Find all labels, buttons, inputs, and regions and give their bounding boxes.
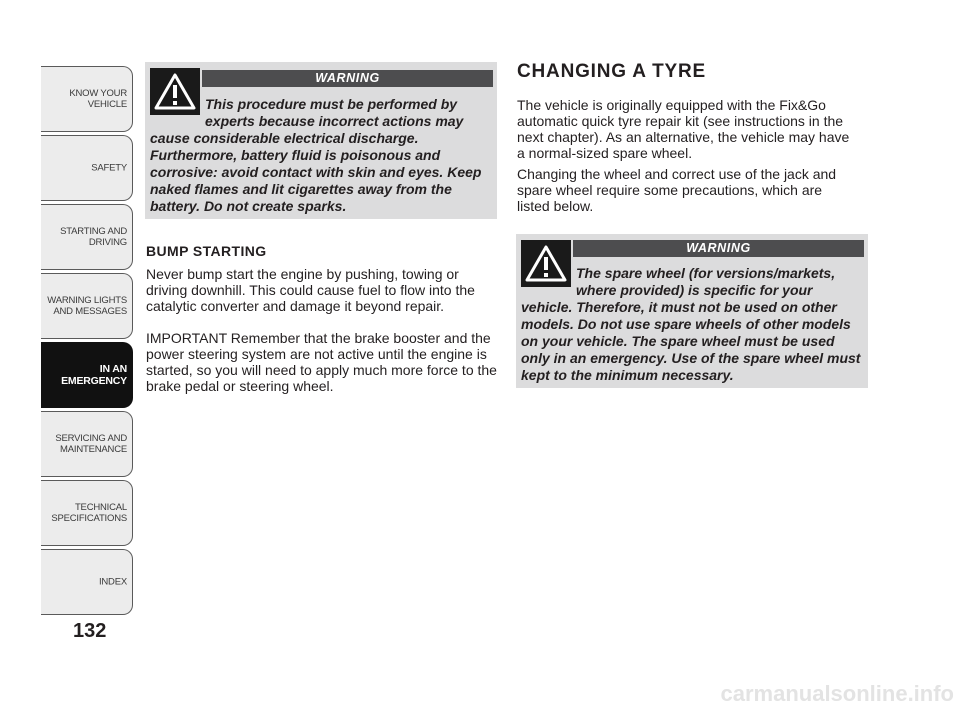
warning-text-rest: vehicle. Therefore, it must not be used on other models. Do not use spare wheels of other models on your vehicle. The spare wheel must be used only in an emergency. Use of the spare wheel must kept to the minimum necessary. <box>521 299 861 383</box>
tab-technical-specifications[interactable] <box>41 480 133 546</box>
warning-text <box>150 96 492 215</box>
tab-know-your-vehicle[interactable] <box>41 66 133 132</box>
tab-safety[interactable] <box>41 135 133 201</box>
section-title-bump-starting: BUMP STARTING <box>146 243 267 259</box>
page-number: 132 <box>73 620 107 642</box>
warning-text-first: The spare wheel (for versions/markets, where provided) is specific for your <box>576 265 836 298</box>
paragraph-important: IMPORTANT Remember that the brake booster and the power steering system are not active until the engine is started, so you will need to apply much more force to the brake pedal or steering wheel. <box>146 330 497 394</box>
warning-box-battery <box>145 62 497 219</box>
tab-label: KNOW YOUR VEHICLE <box>69 88 127 110</box>
tab-label: WARNING LIGHTS AND MESSAGES <box>47 295 127 317</box>
paragraph-bump-starting: Never bump start the engine by pushing, towing or driving downhill. This could cause fuel to flow into the catalytic converter and damage it beyond repair. <box>146 266 475 314</box>
heading-changing-a-tyre: CHANGING A TYRE <box>517 61 706 82</box>
warning-text-first: This procedure must be performed by experts because incorrect actions may <box>205 96 464 129</box>
section-tabs <box>41 66 133 618</box>
tab-label: STARTING AND DRIVING <box>60 226 127 248</box>
tab-in-an-emergency[interactable] <box>41 342 133 408</box>
warning-text-rest: cause considerable electrical discharge. Furthermore, battery fluid is poisonous and corrosive: avoid contact with skin and eyes. Keep naked flames and lit cigarettes away from the battery. Do not create sparks. <box>150 130 482 214</box>
tab-label: IN AN EMERGENCY <box>61 363 127 387</box>
watermark: carmanualsonline.info <box>720 681 954 706</box>
warning-title: WARNING <box>202 70 493 87</box>
tab-servicing-and-maintenance[interactable] <box>41 411 133 477</box>
warning-title: WARNING <box>573 240 864 257</box>
warning-box-spare-wheel <box>516 234 868 388</box>
tab-label: TECHNICAL SPECIFICATIONS <box>51 502 127 524</box>
tab-label: SERVICING AND MAINTENANCE <box>55 433 127 455</box>
tab-starting-and-driving[interactable] <box>41 204 133 270</box>
paragraph-tyre-kit: The vehicle is originally equipped with the Fix&Go automatic quick tyre repair kit (see instructions in the next chapter). As an alternative, the vehicle may have a normal-sized spare wheel. <box>517 97 850 161</box>
tab-label: SAFETY <box>91 162 127 174</box>
warning-text <box>521 265 863 384</box>
tab-index[interactable] <box>41 549 133 615</box>
paragraph-precautions: Changing the wheel and correct use of the jack and spare wheel require some precautions, which are listed below. <box>517 166 837 214</box>
tab-warning-lights[interactable] <box>41 273 133 339</box>
tab-label: INDEX <box>98 576 127 588</box>
